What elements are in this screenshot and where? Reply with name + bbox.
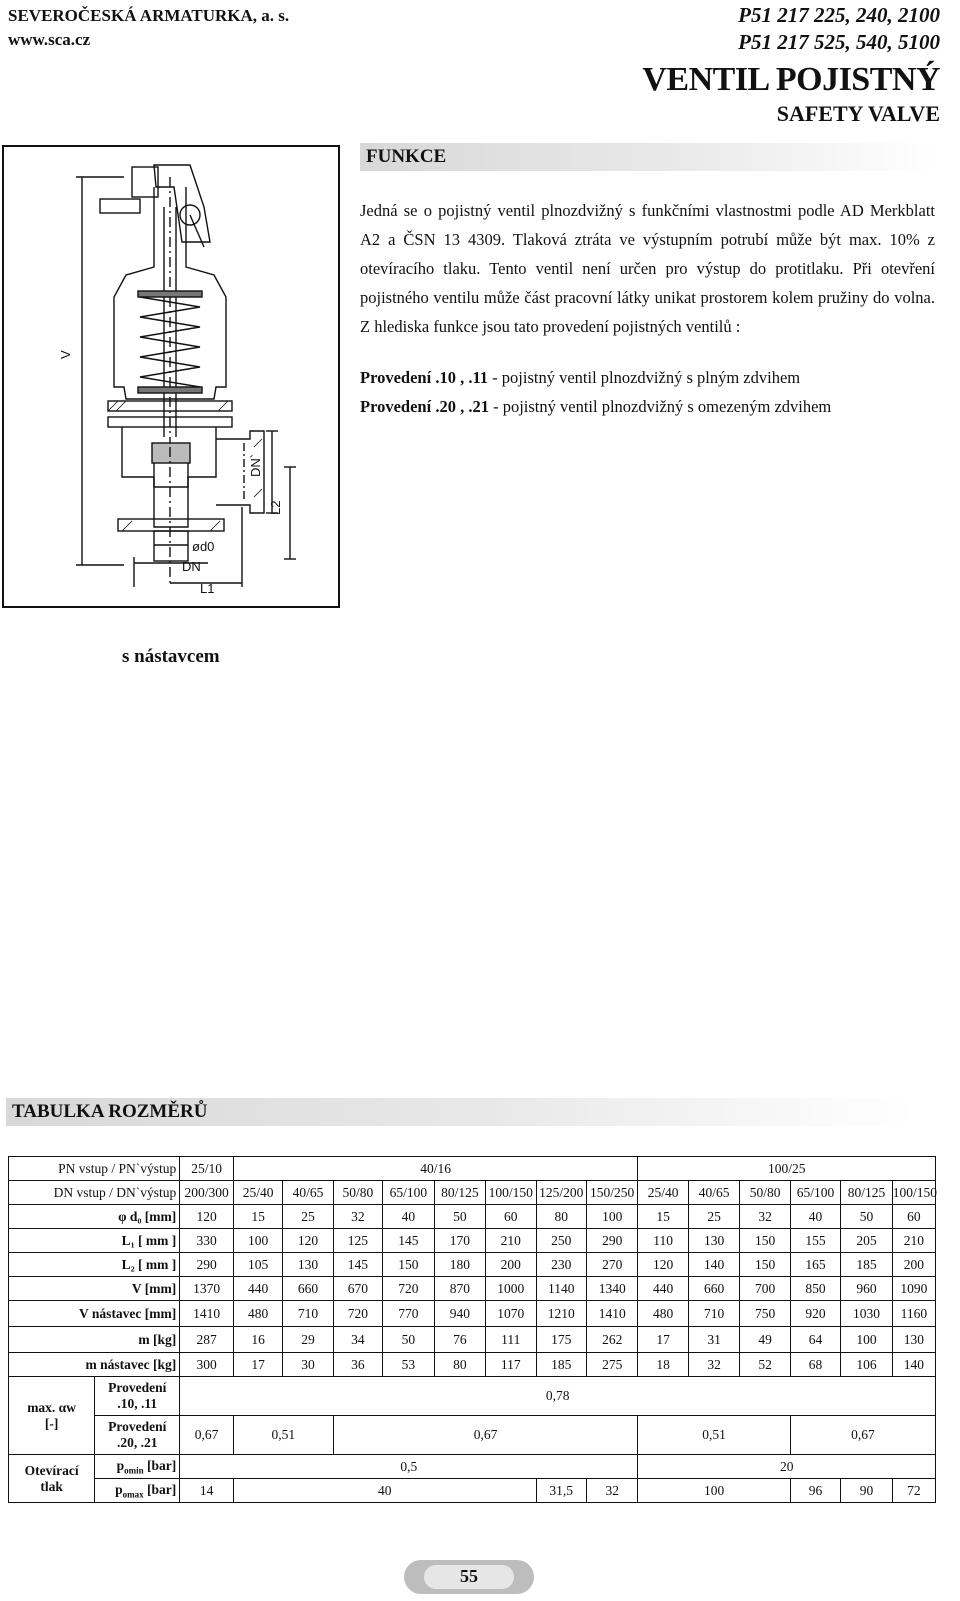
table-cell: 50 <box>383 1327 434 1353</box>
table-row-pomin <box>9 1455 936 1479</box>
otev-label-2: tlak <box>40 1478 63 1494</box>
product-codes <box>738 2 940 56</box>
table-cell: 1160 <box>892 1301 935 1327</box>
table-cell: 230 <box>536 1253 586 1277</box>
table-row <box>9 1205 936 1229</box>
table-cell: 200 <box>892 1253 935 1277</box>
table-cell: 175 <box>536 1327 586 1353</box>
table-cell: 720 <box>333 1301 382 1327</box>
table-cell: 940 <box>434 1301 485 1327</box>
table-cell: 1090 <box>892 1277 935 1301</box>
table-cell: 440 <box>233 1277 282 1301</box>
company-header <box>8 4 289 52</box>
table-cell: 130 <box>283 1253 333 1277</box>
table-row <box>9 1277 936 1301</box>
dn-label: DN vstup / DN`výstup <box>9 1181 180 1205</box>
table-cell: 40 <box>790 1205 840 1229</box>
table-cell: 1410 <box>180 1301 234 1327</box>
otev-label-cell <box>9 1455 95 1503</box>
table-cell: 130 <box>892 1327 935 1353</box>
dim-label-v: V <box>58 350 73 359</box>
product-code-line-2: P51 217 525, 540, 5100 <box>738 30 940 54</box>
pomax-value: 14 <box>180 1479 234 1503</box>
company-name: SEVEROČESKÁ ARMATURKA, a. s. <box>8 6 290 25</box>
table-cell: 60 <box>892 1205 935 1229</box>
table-cell: 155 <box>790 1229 840 1253</box>
table-cell: 145 <box>383 1229 434 1253</box>
page-subtitle: SAFETY VALVE <box>776 101 940 126</box>
table-cell: 720 <box>383 1277 434 1301</box>
provedeni-2-text: - pojistný ventil plnozdvižný s omezeným zdvihem <box>488 397 832 416</box>
provedeni-line-1 <box>360 367 800 389</box>
pomax-value: 32 <box>586 1479 638 1503</box>
table-cell: 750 <box>740 1301 790 1327</box>
prov-b-label: Provedení <box>108 1419 167 1434</box>
table-cell: 710 <box>283 1301 333 1327</box>
table-cell: 440 <box>638 1277 688 1301</box>
provedeni-2-label: Provedení .20 , .21 <box>360 397 489 416</box>
table-cell: 165 <box>790 1253 840 1277</box>
dn-cell: 200/300 <box>180 1181 234 1205</box>
row-label: φ d₀ [mm] <box>9 1205 180 1229</box>
pomax-value: 31,5 <box>536 1479 586 1503</box>
dn-cell: 65/100 <box>790 1181 840 1205</box>
table-cell: 36 <box>333 1353 382 1377</box>
table-cell: 700 <box>740 1277 790 1301</box>
page-number: 55 <box>460 1566 478 1586</box>
table-cell: 17 <box>233 1353 282 1377</box>
dn-cell: 80/125 <box>841 1181 892 1205</box>
table-row <box>9 1229 936 1253</box>
prov-a-value: 0,78 <box>180 1377 936 1416</box>
table-cell: 670 <box>333 1277 382 1301</box>
pomax-value: 72 <box>892 1479 935 1503</box>
table-cell: 170 <box>434 1229 485 1253</box>
dn-cell: 50/80 <box>333 1181 382 1205</box>
table-cell: 32 <box>333 1205 382 1229</box>
table-cell: 16 <box>233 1327 282 1353</box>
dn-cell: 150/250 <box>586 1181 638 1205</box>
pn-cell: 100/25 <box>638 1157 936 1181</box>
table-cell: 50 <box>434 1205 485 1229</box>
pomax-label: $p_{omax}$ [bar] <box>95 1479 180 1503</box>
dn-cell: 100/150 <box>486 1181 536 1205</box>
table-cell: 290 <box>586 1229 638 1253</box>
table-cell: 275 <box>586 1353 638 1377</box>
dn-cell: 65/100 <box>383 1181 434 1205</box>
row-label: L₂ [ mm ] <box>9 1253 180 1277</box>
table-cell: 29 <box>283 1327 333 1353</box>
dn-cell: 40/65 <box>283 1181 333 1205</box>
table-cell: 106 <box>841 1353 892 1377</box>
table-cell: 50 <box>841 1205 892 1229</box>
prov-b-value: 0,67 <box>333 1416 638 1455</box>
table-cell: 480 <box>638 1301 688 1327</box>
table-cell: 270 <box>586 1253 638 1277</box>
table-cell: 1000 <box>486 1277 536 1301</box>
row-label: V [mm] <box>9 1277 180 1301</box>
prov-b-cell <box>95 1416 180 1455</box>
table-cell: 290 <box>180 1253 234 1277</box>
funkce-text: Jedná se o pojistný ventil plnozdvižný s funkčními vlastnostmi podle AD Merkblatt A2 a ČSN 13 4309. Tlaková ztráta ve výstupním potrubí může být max. 10% z otevíracího tlaku. Tento ventil není určen pro výstup do protitlaku. Při otevření pojistného ventilu může část pracovní látky unikat prostorem kolem pružiny do volna. Z hlediska funkce jsou tato provedení pojistných ventilů : <box>360 201 935 336</box>
table-cell: 480 <box>233 1301 282 1327</box>
table-cell: 150 <box>740 1253 790 1277</box>
otev-label: Otevírací <box>24 1462 79 1478</box>
table-cell: 287 <box>180 1327 234 1353</box>
pomin-label: $p_{omin}$ [bar] <box>95 1455 180 1479</box>
table-row-pomax <box>9 1479 936 1503</box>
table-cell: 330 <box>180 1229 234 1253</box>
table-cell: 185 <box>536 1353 586 1377</box>
table-cell: 770 <box>383 1301 434 1327</box>
table-row-dn <box>9 1181 936 1205</box>
alpha-label: max. αw <box>27 1399 76 1415</box>
table-cell: 80 <box>536 1205 586 1229</box>
table-cell: 660 <box>283 1277 333 1301</box>
table-row <box>9 1253 936 1277</box>
funkce-heading-band <box>360 143 936 171</box>
table-cell: 150 <box>383 1253 434 1277</box>
row-label: L₁ [ mm ] <box>9 1229 180 1253</box>
table-row-alpha-b <box>9 1416 936 1455</box>
pomax-value: 100 <box>638 1479 790 1503</box>
table-cell: 250 <box>536 1229 586 1253</box>
table-cell: 920 <box>790 1301 840 1327</box>
tabulka-heading-band <box>6 1098 916 1126</box>
alpha-label-cell <box>9 1377 95 1455</box>
pomin-value: 0,5 <box>180 1455 638 1479</box>
table-cell: 660 <box>688 1277 739 1301</box>
table-cell: 1410 <box>586 1301 638 1327</box>
row-label: m [kg] <box>9 1327 180 1353</box>
tabulka-heading: TABULKA ROZMĚRŮ <box>12 1101 208 1122</box>
provedeni-1-text: - pojistný ventil plnozdvižný s plným zdvihem <box>488 368 801 387</box>
table-cell: 30 <box>283 1353 333 1377</box>
dim-label-dn-outlet: DN` <box>248 453 263 477</box>
prov-b-variants: .20, .21 <box>116 1435 158 1450</box>
prov-a-cell <box>95 1377 180 1416</box>
row-label: V nástavec [mm] <box>9 1301 180 1327</box>
table-cell: 111 <box>486 1327 536 1353</box>
table-cell: 210 <box>486 1229 536 1253</box>
table-cell: 145 <box>333 1253 382 1277</box>
table-row <box>9 1353 936 1377</box>
company-web: www.sca.cz <box>8 30 91 49</box>
table-cell: 17 <box>638 1327 688 1353</box>
table-row <box>9 1327 936 1353</box>
pomax-value: 90 <box>841 1479 892 1503</box>
dim-label-l1: L1 <box>200 581 215 596</box>
table-cell: 18 <box>638 1353 688 1377</box>
table-cell: 120 <box>283 1229 333 1253</box>
product-code-line-1: P51 217 225, 240, 2100 <box>738 3 940 27</box>
page-title: VENTIL POJISTNÝ <box>642 61 940 98</box>
prov-b-value: 0,67 <box>790 1416 935 1455</box>
valve-drawing <box>2 145 340 608</box>
table-cell: 205 <box>841 1229 892 1253</box>
prov-a-label: Provedení <box>108 1380 167 1395</box>
s-nastavcem-heading: s nástavcem <box>122 646 220 667</box>
dim-label-d0: ød0 <box>192 539 215 554</box>
table-cell: 850 <box>790 1277 840 1301</box>
table-cell: 1030 <box>841 1301 892 1327</box>
prov-b-value: 0,67 <box>180 1416 234 1455</box>
dn-cell: 40/65 <box>688 1181 739 1205</box>
table-cell: 210 <box>892 1229 935 1253</box>
table-row-pn <box>9 1157 936 1181</box>
alpha-unit: [-] <box>44 1415 59 1431</box>
table-cell: 52 <box>740 1353 790 1377</box>
pomax-value: 96 <box>790 1479 840 1503</box>
table-cell: 110 <box>638 1229 688 1253</box>
table-cell: 40 <box>383 1205 434 1229</box>
table-cell: 1140 <box>536 1277 586 1301</box>
provedeni-1-label: Provedení .10 , .11 <box>360 368 489 387</box>
pn-label: PN vstup / PN`výstup <box>9 1157 180 1181</box>
table-cell: 32 <box>688 1353 739 1377</box>
table-cell: 300 <box>180 1353 234 1377</box>
dim-label-l2: L2 <box>268 500 283 515</box>
table-cell: 100 <box>233 1229 282 1253</box>
table-cell: 150 <box>740 1229 790 1253</box>
table-cell: 1070 <box>486 1301 536 1327</box>
table-cell: 60 <box>486 1205 536 1229</box>
table-cell: 1340 <box>586 1277 638 1301</box>
table-cell: 117 <box>486 1353 536 1377</box>
table-cell: 130 <box>688 1229 739 1253</box>
pomax-value: 40 <box>233 1479 536 1503</box>
pomin-value: 20 <box>638 1455 936 1479</box>
dn-cell: 25/40 <box>638 1181 688 1205</box>
table-cell: 68 <box>790 1353 840 1377</box>
table-cell: 80 <box>434 1353 485 1377</box>
page-number-badge <box>404 1560 534 1594</box>
provedeni-line-2 <box>360 396 831 418</box>
dn-cell: 80/125 <box>434 1181 485 1205</box>
table-cell: 180 <box>434 1253 485 1277</box>
table-cell: 140 <box>688 1253 739 1277</box>
table-cell: 15 <box>638 1205 688 1229</box>
dim-label-dn: DN <box>182 559 201 574</box>
table-cell: 25 <box>688 1205 739 1229</box>
dn-cell: 100/150 <box>892 1181 935 1205</box>
table-cell: 870 <box>434 1277 485 1301</box>
prov-a-variants: .10, .11 <box>117 1396 158 1411</box>
table-cell: 140 <box>892 1353 935 1377</box>
table-cell: 34 <box>333 1327 382 1353</box>
table-cell: 31 <box>688 1327 739 1353</box>
pn-cell: 40/16 <box>233 1157 638 1181</box>
table-cell: 15 <box>233 1205 282 1229</box>
table-cell: 185 <box>841 1253 892 1277</box>
table-cell: 100 <box>586 1205 638 1229</box>
dn-cell: 25/40 <box>233 1181 282 1205</box>
table-cell: 200 <box>486 1253 536 1277</box>
prov-b-value: 0,51 <box>233 1416 333 1455</box>
table-cell: 53 <box>383 1353 434 1377</box>
table-cell: 100 <box>841 1327 892 1353</box>
table-cell: 262 <box>586 1327 638 1353</box>
table-cell: 120 <box>638 1253 688 1277</box>
dn-cell: 50/80 <box>740 1181 790 1205</box>
table-cell: 120 <box>180 1205 234 1229</box>
table-row <box>9 1301 936 1327</box>
table-cell: 125 <box>333 1229 382 1253</box>
table-row-alpha-a <box>9 1377 936 1416</box>
pn-cell: 25/10 <box>180 1157 234 1181</box>
table-cell: 76 <box>434 1327 485 1353</box>
table-cell: 105 <box>233 1253 282 1277</box>
table-cell: 64 <box>790 1327 840 1353</box>
table-cell: 1370 <box>180 1277 234 1301</box>
table-body <box>9 1205 936 1377</box>
table-cell: 49 <box>740 1327 790 1353</box>
valve-section-svg <box>4 147 338 606</box>
table-cell: 960 <box>841 1277 892 1301</box>
table-cell: 1210 <box>536 1301 586 1327</box>
table-cell: 32 <box>740 1205 790 1229</box>
dimensions-table <box>8 1156 936 1503</box>
funkce-heading: FUNKCE <box>366 146 447 167</box>
table-cell: 25 <box>283 1205 333 1229</box>
dn-cell: 125/200 <box>536 1181 586 1205</box>
prov-b-value: 0,51 <box>638 1416 790 1455</box>
table-cell: 710 <box>688 1301 739 1327</box>
row-label: m nástavec [kg] <box>9 1353 180 1377</box>
